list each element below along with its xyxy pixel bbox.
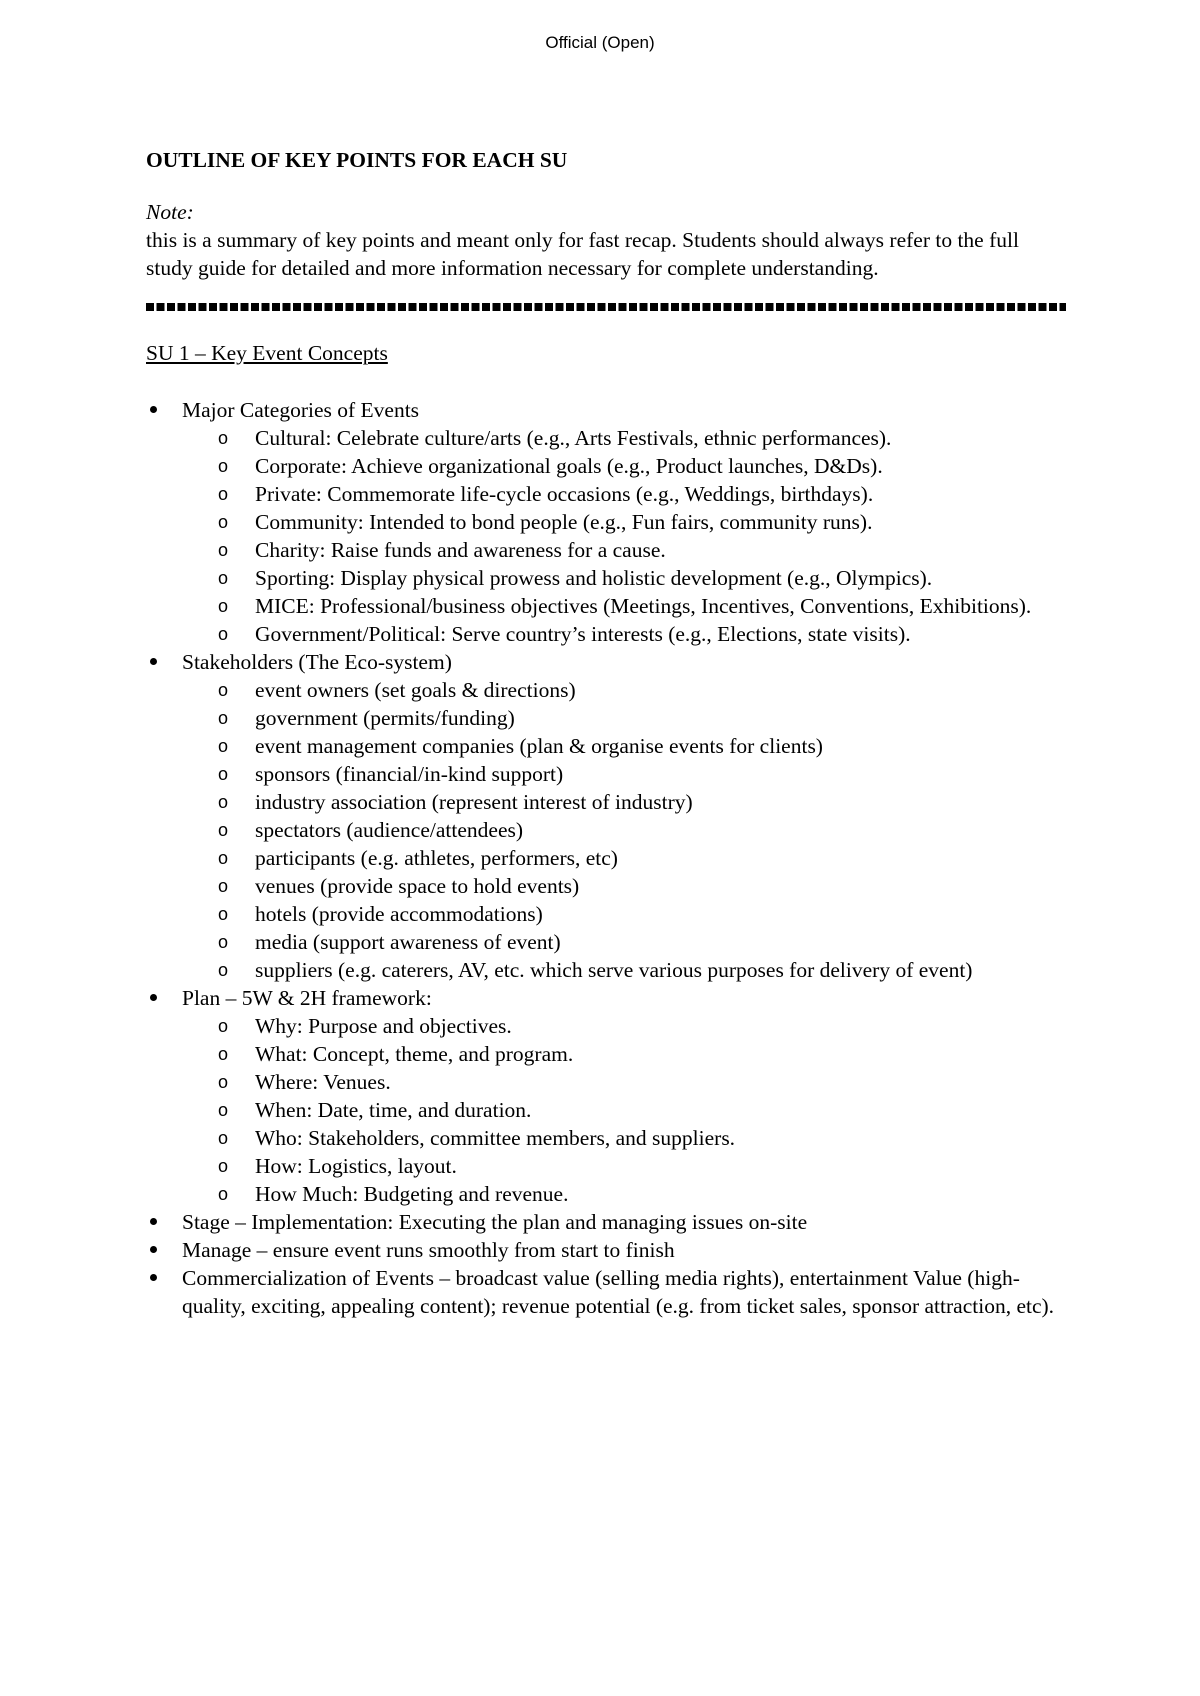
sub-item [182,424,1066,452]
circle-bullet-icon: o [218,960,229,980]
sub-item [182,900,1066,928]
sub-item-text: Community: Intended to bond people (e.g., Fun fairs, community runs). [255,510,873,534]
sub-item [182,1124,1066,1152]
sub-item [182,928,1066,956]
sub-item [182,704,1066,732]
circle-bullet-icon: o [218,568,229,588]
circle-bullet-icon: o [218,1016,229,1036]
sub-item-text: participants (e.g. athletes, performers, etc) [255,846,618,870]
bullet-item-label: Major Categories of Events [182,398,420,422]
sub-item [182,844,1066,872]
circle-bullet-icon: o [218,596,229,616]
sub-item-text: When: Date, time, and duration. [255,1098,532,1122]
sub-item-text: How Much: Budgeting and revenue. [255,1182,569,1206]
note-label: Note: [146,200,194,224]
circle-bullet-icon: o [218,484,229,504]
circle-bullet-icon: o [218,540,229,560]
circle-bullet-icon: o [218,820,229,840]
sub-item-text: What: Concept, theme, and program. [255,1042,574,1066]
bullet-item-label: Commercialization of Events – broadcast value (selling media rights), entertainment Value (high-quality, exciting, appealing content); revenue potential (e.g. from ticket sales, sponsor attraction, etc). [182,1266,1055,1318]
dashed-separator [146,303,1066,311]
sub-item [182,788,1066,816]
circle-bullet-icon: o [218,624,229,644]
circle-bullet-icon: o [218,904,229,924]
sub-item-text: Who: Stakeholders, committee members, and suppliers. [255,1126,736,1150]
sub-item-text: Why: Purpose and objectives. [255,1014,512,1038]
circle-bullet-icon: o [218,764,229,784]
sub-item-text: event owners (set goals & directions) [255,678,576,702]
sub-item-text: Charity: Raise funds and awareness for a cause. [255,538,666,562]
sub-item [182,564,1066,592]
sub-item [182,676,1066,704]
sub-item-text: sponsors (financial/in-kind support) [255,762,564,786]
sub-item-text: Corporate: Achieve organizational goals (e.g., Product launches, D&Ds). [255,454,883,478]
bullet-dot-icon [150,994,157,1001]
sub-item-text: industry association (represent interest of industry) [255,790,693,814]
sub-list [182,1012,1066,1208]
circle-bullet-icon: o [218,932,229,952]
bullet-dot-icon [150,1246,157,1253]
sub-item-text: Government/Political: Serve country’s interests (e.g., Elections, state visits). [255,622,911,646]
circle-bullet-icon: o [218,792,229,812]
bullet-item [146,1208,1066,1236]
sub-list [182,676,1066,984]
sub-item-text: hotels (provide accommodations) [255,902,543,926]
circle-bullet-icon: o [218,456,229,476]
circle-bullet-icon: o [218,708,229,728]
sub-item [182,452,1066,480]
bullet-item-label: Stage – Implementation: Executing the plan and managing issues on-site [182,1210,808,1234]
sub-item-text: venues (provide space to hold events) [255,874,580,898]
sub-item [182,1096,1066,1124]
sub-item [182,1040,1066,1068]
sub-item [182,872,1066,900]
sub-item [182,956,1066,984]
bullet-item-label: Stakeholders (The Eco-system) [182,650,452,674]
sub-item [182,508,1066,536]
sub-item-text: event management companies (plan & organise events for clients) [255,734,823,758]
sub-item [182,732,1066,760]
bullet-item [146,1264,1066,1320]
sub-item [182,536,1066,564]
key-points-list [146,396,1066,1320]
circle-bullet-icon: o [218,1156,229,1176]
bullet-dot-icon [150,1274,157,1281]
circle-bullet-icon: o [218,1044,229,1064]
sub-item-text: Where: Venues. [255,1070,391,1094]
sub-item [182,816,1066,844]
sub-item [182,1180,1066,1208]
sub-item-text: media (support awareness of event) [255,930,561,954]
sub-list [182,424,1066,648]
sub-item-text: Private: Commemorate life-cycle occasions (e.g., Weddings, birthdays). [255,482,874,506]
sub-item-text: Sporting: Display physical prowess and holistic development (e.g., Olympics). [255,566,933,590]
sub-item [182,592,1066,620]
sub-item [182,1152,1066,1180]
classification-header: Official (Open) [545,33,655,52]
circle-bullet-icon: o [218,680,229,700]
sub-item [182,620,1066,648]
document-title: OUTLINE OF KEY POINTS FOR EACH SU [146,148,568,172]
sub-item [182,1012,1066,1040]
bullet-item [146,984,1066,1208]
bullet-item-label: Plan – 5W & 2H framework: [182,986,432,1010]
sub-item-text: Cultural: Celebrate culture/arts (e.g., Arts Festivals, ethnic performances). [255,426,892,450]
document-body [146,146,1066,1320]
bullet-item [146,1236,1066,1264]
circle-bullet-icon: o [218,1128,229,1148]
circle-bullet-icon: o [218,736,229,756]
bullet-dot-icon [150,406,157,413]
sub-item [182,1068,1066,1096]
circle-bullet-icon: o [218,512,229,532]
sub-item [182,760,1066,788]
sub-item [182,480,1066,508]
circle-bullet-icon: o [218,848,229,868]
bullet-dot-icon [150,658,157,665]
sub-item-text: How: Logistics, layout. [255,1154,457,1178]
circle-bullet-icon: o [218,1072,229,1092]
sub-item-text: spectators (audience/attendees) [255,818,524,842]
sub-item-text: MICE: Professional/business objectives (Meetings, Incentives, Conventions, Exhibitions). [255,594,1032,618]
bullet-item [146,648,1066,984]
bullet-dot-icon [150,1218,157,1225]
section-heading: SU 1 – Key Event Concepts [146,341,388,365]
circle-bullet-icon: o [218,428,229,448]
sub-item-text: suppliers (e.g. caterers, AV, etc. which serve various purposes for delivery of event) [255,958,973,982]
circle-bullet-icon: o [218,1184,229,1204]
bullet-item-label: Manage – ensure event runs smoothly from start to finish [182,1238,675,1262]
bullet-item [146,396,1066,648]
circle-bullet-icon: o [218,1100,229,1120]
sub-item-text: government (permits/funding) [255,706,515,730]
circle-bullet-icon: o [218,876,229,896]
note-text: this is a summary of key points and meant only for fast recap. Students should always refer to the full study guide for detailed and more information necessary for complete understanding. [146,228,1019,280]
